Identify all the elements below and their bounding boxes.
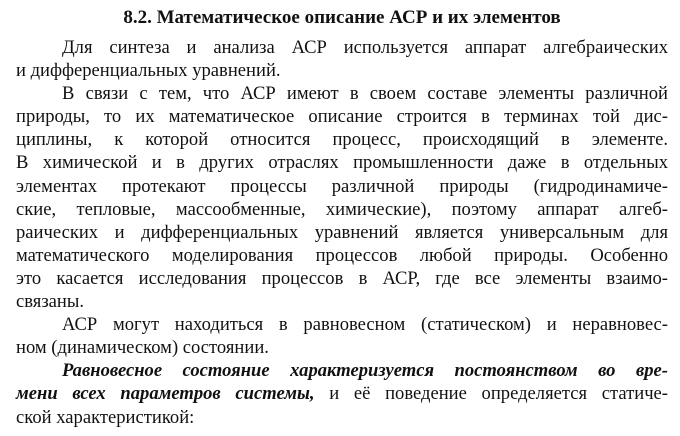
section-heading: 8.2. Математическое описание АСР и их элементов xyxy=(123,7,561,28)
text-continuation: и её поведение определяется статиче- xyxy=(314,383,668,405)
text-line: ские, тепловые, массообменные, химические), поэтому аппарат алгеб- xyxy=(16,198,668,220)
text-line: АСР могут находиться в равновесном (статическом) и неравновес- xyxy=(62,314,668,336)
text-line: Для синтеза и анализа АСР используется аппарат алгебраических xyxy=(62,37,668,58)
paragraph-intro xyxy=(16,36,668,82)
text-line: раических и дифференциальных уравнений является универсальным для xyxy=(16,221,668,243)
document-page xyxy=(16,6,668,429)
paragraph-nature xyxy=(16,82,668,313)
emphasized-definition-line: Равновесное состояние характеризуется постоянством во вре- xyxy=(62,360,668,382)
emphasized-definition-text: мени всех параметров системы, xyxy=(16,383,315,405)
text-line: природы, то их математическое описание строится в терминах той дис- xyxy=(16,106,668,128)
text-line: связаны. xyxy=(16,291,85,313)
text-line: циплины, к которой относится процесс, происходящий в элементе. xyxy=(16,129,668,151)
text-line: это касается исследования процессов в АСР, где все элементы взаимо- xyxy=(16,267,668,289)
paragraph-equilibrium xyxy=(16,359,668,428)
text-line xyxy=(16,382,668,405)
text-line: математического моделирования процессов любой природы. Особенно xyxy=(16,244,668,266)
text-line: элементах протекают процессы различной природы (гидродинамиче- xyxy=(16,175,668,197)
text-line: В химической и в других отраслях промышленности даже в отдельных xyxy=(16,152,668,174)
text-line: ской характеристикой: xyxy=(16,406,195,428)
text-line: и дифференциальных уравнений. xyxy=(16,60,281,82)
paragraph-states xyxy=(16,313,668,359)
text-line: В связи с тем, что АСР имеют в своем составе элементы различной xyxy=(62,83,668,105)
text-line: ном (динамическом) состоянии. xyxy=(16,337,269,359)
